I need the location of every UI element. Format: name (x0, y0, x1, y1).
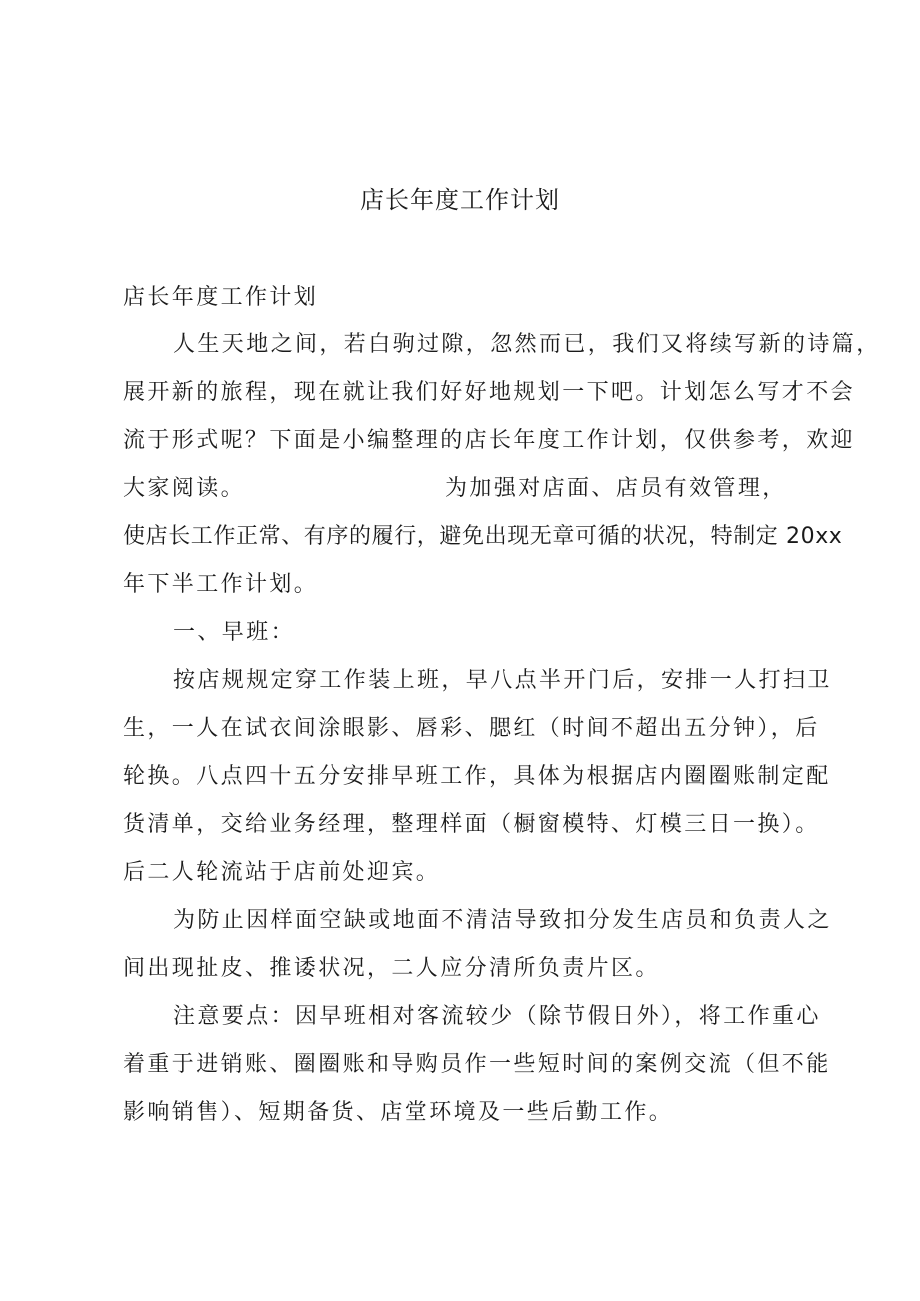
paragraph-line: 为防止因样面空缺或地面不清洁导致扣分发生店员和负责人之 (173, 908, 832, 933)
section-heading: 一、早班： (173, 620, 296, 645)
paragraph-line: 着重于进销账、圈圈账和导购员作一些短时间的案例交流（但不能 (123, 1052, 831, 1077)
paragraph-line: 按店规规定穿工作装上班，早八点半开门后，安排一人打扫卫 (173, 668, 832, 693)
paragraph-line: 货清单，交给业务经理，整理样面（橱窗模特、灯模三日一换）。 (123, 812, 820, 837)
paragraph-line: 展开新的旅程，现在就让我们好好地规划一下吧。计划怎么写才不会 (123, 380, 856, 405)
page-title: 店长年度工作计划 (360, 186, 560, 214)
paragraph-line: 后二人轮流站于店前处迎宾。 (123, 860, 441, 885)
paragraph-line: 影响销售）、短期备货、店堂环境及一些后勤工作。 (123, 1100, 674, 1125)
paragraph-line (123, 473, 787, 505)
paragraph-line: 轮换。八点四十五分安排早班工作，具体为根据店内圈圈账制定配 (123, 764, 831, 789)
subtitle: 店长年度工作计划 (123, 285, 319, 310)
paragraph-line: 流于形式呢？下面是小编整理的店长年度工作计划，仅供参考，欢迎 (123, 428, 856, 453)
paragraph-line: 使店长工作正常、有序的履行，避免出现无章可循的状况，特制定 20xx (123, 524, 843, 549)
paragraph-line: 年下半工作计划。 (123, 572, 319, 597)
paragraph-text: 大家阅读。 (123, 476, 246, 501)
paragraph-line: 人生天地之间，若白驹过隙，忽然而已，我们又将续写新的诗篇， (173, 332, 881, 357)
paragraph-line: 注意要点：因早班相对客流较少（除节假日外），将工作重心 (173, 1004, 821, 1029)
paragraph-line: 间出现扯皮、推诿状况，二人应分清所负责片区。 (123, 956, 660, 981)
paragraph-line: 生，一人在试衣间涂眼影、唇彩、腮红（时间不超出五分钟），后 (123, 716, 820, 741)
paragraph-text: 为加强对店面、店员有效管理， (445, 476, 787, 501)
